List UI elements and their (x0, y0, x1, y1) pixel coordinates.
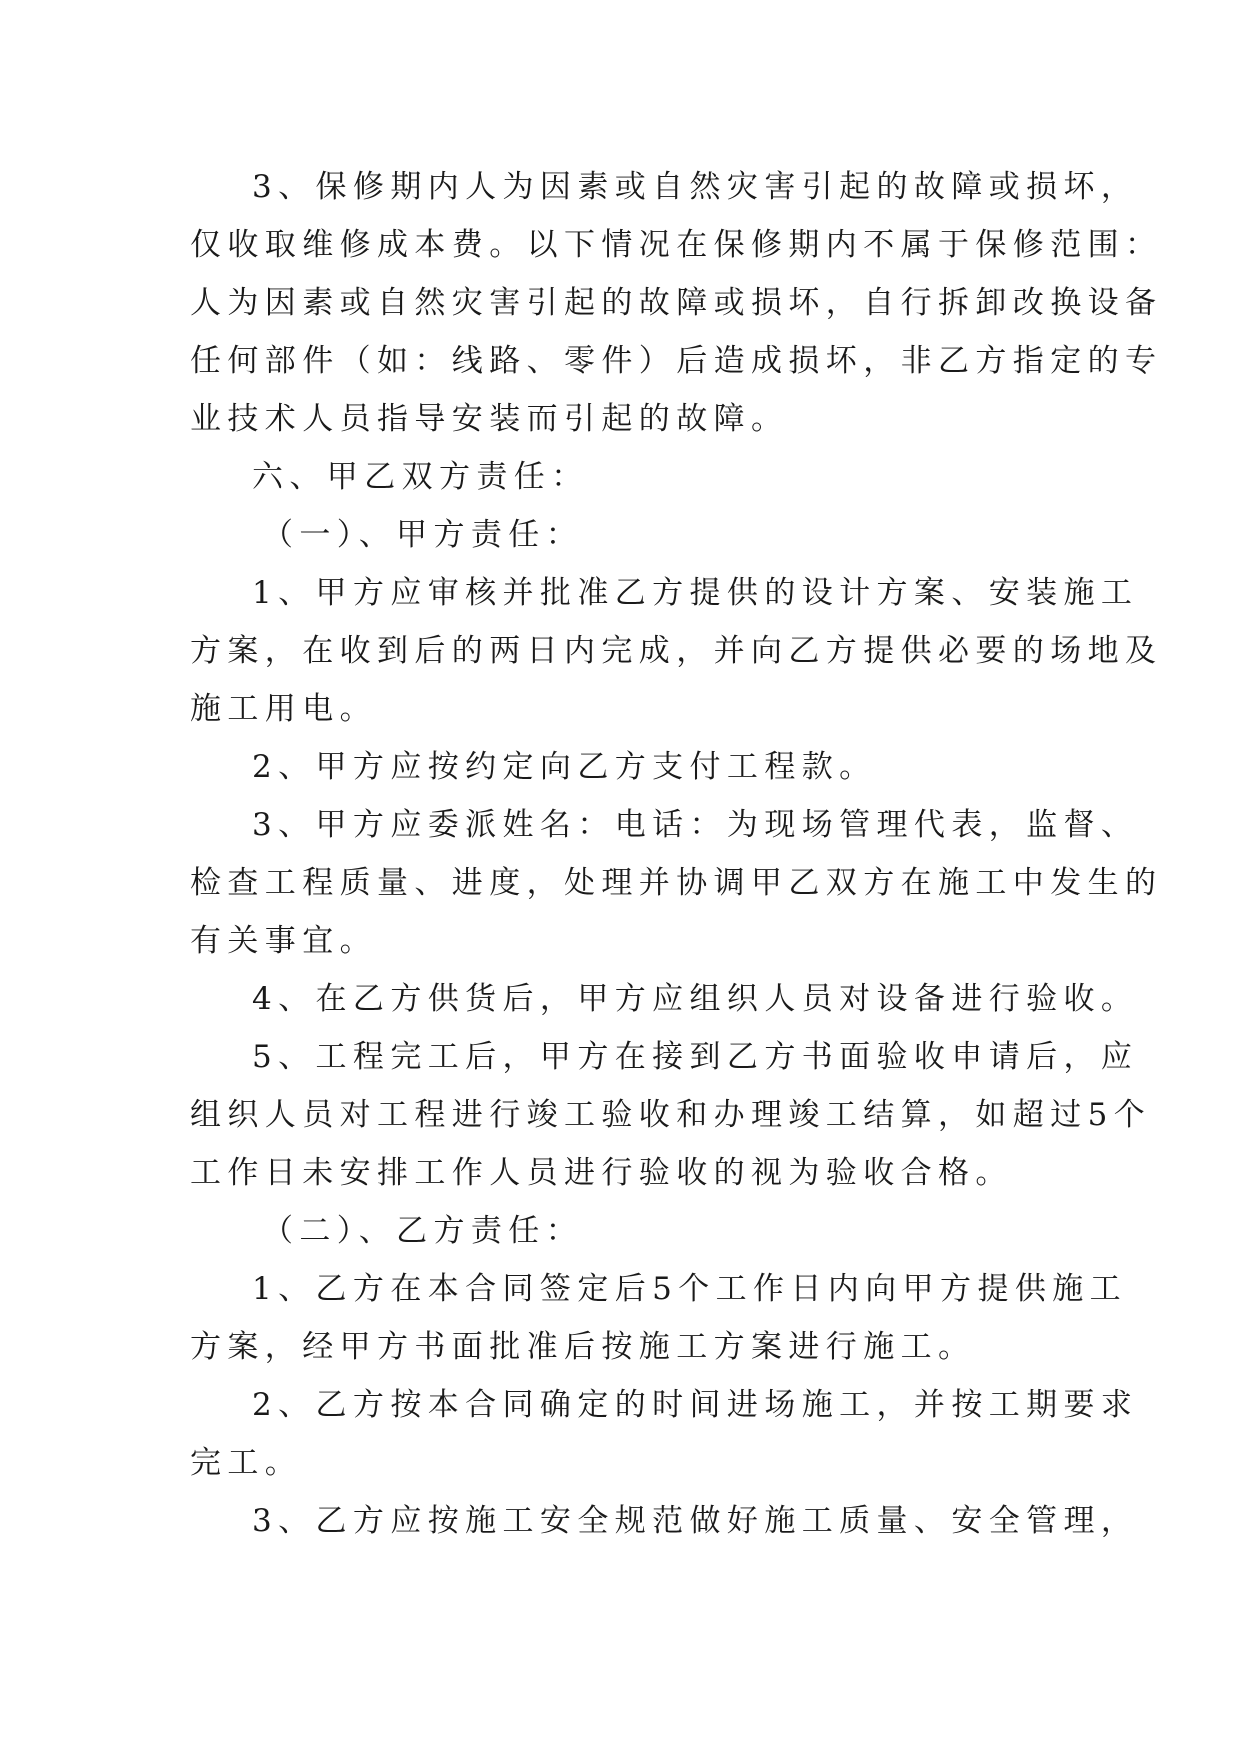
warranty-item-3-line-3: 人为因素或自然灾害引起的故障或损坏，自行拆卸改换设备 (190, 285, 1163, 321)
party-b-item-1-line-1: 1、乙方在本合同签定后5个工作日内向甲方提供施工 (252, 1271, 1128, 1307)
party-a-item-1-line-3: 施工用电。 (190, 691, 377, 727)
party-a-item-5-line-3: 工作日未安排工作人员进行验收的视为验收合格。 (190, 1155, 1013, 1191)
subsection-heading-party-a: （一）、甲方责任： (262, 517, 584, 553)
subsection-heading-party-b: （二）、乙方责任： (262, 1213, 584, 1249)
section-heading-responsibilities: 六、甲乙双方责任： (252, 459, 589, 495)
warranty-item-3-line-4: 任何部件（如：线路、零件）后造成损坏，非乙方指定的专 (190, 343, 1163, 379)
warranty-item-3-line-1: 3、保修期内人为因素或自然灾害引起的故障或损坏， (252, 169, 1139, 205)
party-a-item-4: 4、在乙方供货后，甲方应组织人员对设备进行验收。 (252, 981, 1139, 1017)
party-b-item-3-line-1: 3、乙方应按施工安全规范做好施工质量、安全管理， (252, 1503, 1139, 1539)
party-a-item-1-line-2: 方案，在收到后的两日内完成，并向乙方提供必要的场地及 (190, 633, 1163, 669)
party-a-item-2: 2、甲方应按约定向乙方支付工程款。 (252, 749, 877, 785)
party-b-item-2-line-1: 2、乙方按本合同确定的时间进场施工，并按工期要求 (252, 1387, 1139, 1423)
party-a-item-5-line-2: 组织人员对工程进行竣工验收和办理竣工结算，如超过5个 (190, 1097, 1152, 1133)
party-a-item-3-line-1: 3、甲方应委派姓名：电话：为现场管理代表，监督、 (252, 807, 1139, 843)
party-a-item-1-line-1: 1、甲方应审核并批准乙方提供的设计方案、安装施工 (252, 575, 1139, 611)
party-a-item-5-line-1: 5、工程完工后，甲方在接到乙方书面验收申请后，应 (252, 1039, 1139, 1075)
warranty-item-3-line-2: 仅收取维修成本费。以下情况在保修期内不属于保修范围： (190, 227, 1163, 263)
warranty-item-3-line-5: 业技术人员指导安装而引起的故障。 (190, 401, 789, 437)
party-b-item-1-line-2: 方案，经甲方书面批准后按施工方案进行施工。 (190, 1329, 976, 1365)
party-b-item-2-line-2: 完工。 (190, 1445, 303, 1481)
party-a-item-3-line-2: 检查工程质量、进度，处理并协调甲乙双方在施工中发生的 (190, 865, 1163, 901)
party-a-item-3-line-3: 有关事宜。 (190, 923, 377, 959)
